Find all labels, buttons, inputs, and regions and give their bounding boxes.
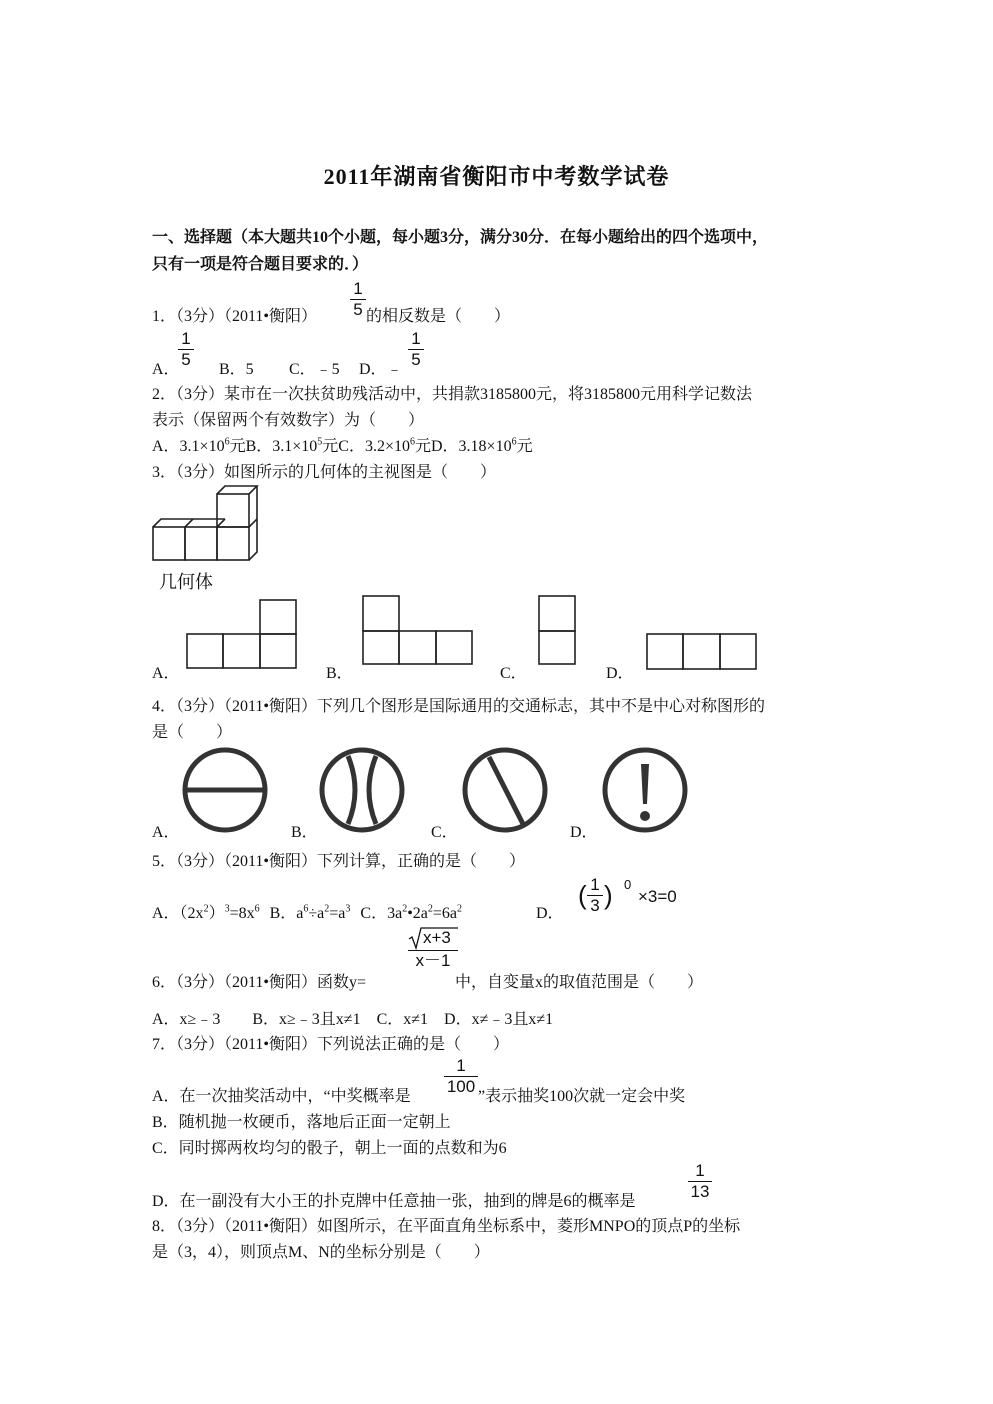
q5-option-c-mid: •2a bbox=[407, 905, 428, 922]
q1-frac-den: 5 bbox=[353, 300, 363, 319]
q4-option-c-label: C． bbox=[431, 824, 458, 841]
q8-line-2: 是（3，4），则顶点M、N的坐标分别是（ ） bbox=[152, 1244, 490, 1261]
q5-option-d-tail: ×3=0 bbox=[638, 887, 677, 906]
q5-option-b: B．a bbox=[269, 905, 304, 922]
q7-option-a-num: 1 bbox=[456, 1056, 466, 1075]
q3-figure-label: 几何体 bbox=[159, 572, 213, 592]
q5-option-a-mid: ） bbox=[208, 905, 225, 922]
q1-option-a-label: A． bbox=[152, 361, 180, 378]
q5-option-a-exp2: 3 bbox=[224, 903, 230, 915]
q5-option-d-rparen: ) bbox=[604, 880, 613, 910]
q3-stem: 3．（3分）如图所示的几何体的主视图是（ ） bbox=[152, 464, 497, 481]
q1-option-a-num: 1 bbox=[181, 329, 191, 348]
q2-option-a: A．3.1×10 bbox=[152, 438, 225, 455]
q7-option-d-den: 13 bbox=[690, 1182, 710, 1201]
q6-fraction bbox=[408, 926, 458, 971]
q1-option-d-num: 1 bbox=[411, 329, 421, 348]
q6-sqrt-body: x+3 bbox=[423, 928, 451, 947]
q5-option-d-den: 3 bbox=[590, 896, 600, 915]
q1-option-a-den: 5 bbox=[181, 350, 191, 369]
q2-options bbox=[152, 437, 533, 457]
q4-option-d-label: D． bbox=[570, 824, 598, 841]
q5-option-c-exp3: 2 bbox=[457, 903, 463, 915]
q7-option-d-pre: D．在一副没有大小王的扑克牌中任意抽一张，抽到的牌是6的概率是 bbox=[152, 1193, 636, 1210]
q4-line-1: 4．（3分）（2011•衡阳）下列几个图形是国际通用的交通标志，其中不是中心对称图形的 bbox=[152, 698, 766, 715]
q3-option-a-label: A． bbox=[152, 665, 180, 682]
q1-option-c: C．﹣5 bbox=[289, 361, 340, 378]
q5-option-d-label: D． bbox=[536, 905, 564, 922]
q1-stem-b: 的相反数是（ ） bbox=[366, 308, 511, 325]
q5-option-c-exp1: 2 bbox=[402, 903, 408, 915]
q7-option-c: C．同时掷两枚均匀的骰子，朝上一面的点数和为6 bbox=[152, 1140, 507, 1157]
q2-option-a-exp: 6 bbox=[224, 436, 230, 448]
q3-option-a-view bbox=[186, 599, 298, 670]
q7-option-a-pre: A．在一次抽奖活动中，“中奖概率是 bbox=[152, 1088, 411, 1105]
q2-option-b-exp: 5 bbox=[317, 436, 323, 448]
q4-option-b-sign bbox=[318, 746, 408, 834]
q5-option-a-exp1: 2 bbox=[203, 903, 209, 915]
q5-option-a-mid2: =8x bbox=[229, 905, 255, 922]
q1-option-d-den: 5 bbox=[411, 350, 421, 369]
q1-stem-a: 1．（3分）（2011•衡阳） bbox=[152, 308, 318, 325]
q5-option-b-mid2: =a bbox=[329, 905, 346, 922]
q2-line-1: 2．（3分）某市在一次扶贫助残活动中，共捐款3185800元，将3185800元用科学记数法 bbox=[152, 386, 753, 403]
q4-option-b-label: B． bbox=[291, 824, 318, 841]
q5-option-b-mid: ÷a bbox=[308, 905, 325, 922]
q5-option-c-mid2: =6a bbox=[432, 905, 458, 922]
q1-option-b: B．5 bbox=[219, 361, 254, 378]
q2-option-d: 元D．3.18×10 bbox=[415, 438, 512, 455]
q4-option-a-sign bbox=[181, 746, 271, 834]
q2-option-c-exp: 6 bbox=[410, 436, 415, 448]
q7-option-b: B．随机抛一枚硬币，落地后正面一定朝上 bbox=[152, 1114, 451, 1131]
q4-line-2: 是（ ） bbox=[152, 724, 233, 741]
q7-option-d-fraction bbox=[688, 1162, 712, 1201]
q5-option-c-exp2: 2 bbox=[427, 903, 433, 915]
q5-option-d-exp: 0 bbox=[624, 877, 632, 892]
q5-option-a: A．（2x bbox=[152, 905, 204, 922]
q6-stem-a: 6．（3分）（2011•衡阳）函数y= bbox=[152, 974, 367, 991]
q8-line-1: 8．（3分）（2011•衡阳）如图所示，在平面直角坐标系中，菱形MNPO的顶点P的坐标 bbox=[152, 1218, 741, 1235]
q3-option-d-label: D． bbox=[606, 665, 634, 682]
q2-option-d-exp: 6 bbox=[511, 436, 517, 448]
q5-option-b-exp3: 3 bbox=[345, 903, 351, 915]
q5-option-d-num: 1 bbox=[590, 875, 600, 894]
q2-option-c: 元C．3.2×10 bbox=[322, 438, 410, 455]
q4-option-c-sign bbox=[461, 746, 551, 834]
q1-frac-num: 1 bbox=[353, 279, 363, 298]
q3-option-d-view bbox=[646, 633, 758, 671]
q4-option-a-label: A． bbox=[152, 824, 180, 841]
q7-option-a-den: 100 bbox=[446, 1077, 476, 1096]
q7-option-a-post: ”表示抽奖100次就一定会中奖 bbox=[478, 1088, 686, 1105]
q6-stem-b: 中，自变量x的取值范围是（ ） bbox=[455, 974, 704, 991]
q2-line-2: 表示（保留两个有效数字）为（ ） bbox=[152, 412, 425, 429]
q5-option-d-lparen: ( bbox=[578, 880, 587, 910]
page-title: 2011年湖南省衡阳市中考数学试卷 bbox=[323, 164, 670, 189]
q3-option-b-view bbox=[362, 595, 474, 666]
q6-options: A．x≥﹣3 B．x≥﹣3且x≠1 C．x≠1 D．x≠﹣3且x≠1 bbox=[152, 1011, 554, 1028]
q5-option-b-exp2: 2 bbox=[324, 903, 330, 915]
section-header-line-1: 一、选择题（本大题共10个小题，每小题3分，满分30分．在每小题给出的四个选项中， bbox=[152, 229, 769, 246]
q6-denominator: x－1 bbox=[415, 951, 451, 970]
q1-option-a-fraction bbox=[178, 330, 194, 369]
q5-option-a-exp3: 6 bbox=[254, 903, 260, 915]
q1-option-d-fraction bbox=[408, 330, 424, 369]
q7-stem: 7．（3分）（2011•衡阳）下列说法正确的是（ ） bbox=[152, 1036, 510, 1053]
q5-option-d-fraction bbox=[587, 876, 603, 915]
q5-stem: 5．（3分）（2011•衡阳）下列计算，正确的是（ ） bbox=[152, 853, 526, 870]
q3-option-c-label: C． bbox=[500, 665, 527, 682]
q3-option-b-label: B． bbox=[326, 665, 353, 682]
q2-option-tail: 元 bbox=[516, 438, 533, 455]
q5-option-b-exp1: 6 bbox=[303, 903, 309, 915]
q4-option-d-sign bbox=[601, 746, 691, 834]
q7-option-a-fraction bbox=[444, 1057, 478, 1096]
section-header-line-2: 只有一项是符合题目要求的．） bbox=[152, 256, 369, 273]
q3-option-c-view bbox=[538, 595, 578, 666]
q3-solid-figure bbox=[150, 485, 265, 565]
q1-option-d-label: D．﹣ bbox=[359, 361, 403, 378]
q7-option-d-num: 1 bbox=[695, 1161, 705, 1180]
q5-options-abc bbox=[152, 904, 462, 924]
q5-option-c: C．3a bbox=[360, 905, 403, 922]
q1-fraction bbox=[350, 280, 366, 319]
q2-option-b: 元B．3.1×10 bbox=[229, 438, 318, 455]
